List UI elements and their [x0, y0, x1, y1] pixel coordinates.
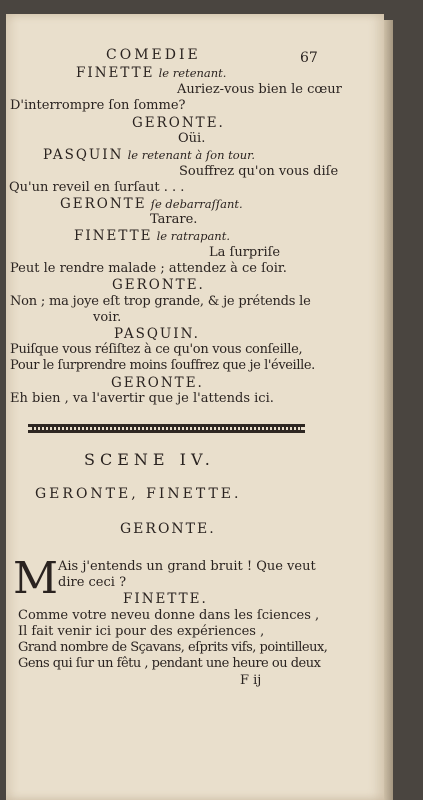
speaker-name: GERONTE. — [112, 277, 205, 293]
speaker-name: GERONTE. — [120, 521, 216, 537]
speaker-name: FINETTE — [74, 228, 153, 244]
speaker-name: PASQUIN — [43, 147, 124, 163]
speaker-name: GERONTE. — [111, 375, 204, 391]
stage-direction: le retenant à ſon tour. — [127, 148, 255, 162]
ornamental-rule — [28, 423, 305, 434]
verse-line: Pour le ſurprendre moins ſouffrez que je l'éveille. — [10, 358, 315, 373]
speaker-name: FINETTE — [76, 65, 155, 81]
verse-line: Oüi. — [178, 131, 206, 146]
speaker-name: GERONTE — [60, 196, 147, 212]
signature-mark: F ij — [240, 673, 262, 688]
verse-line: Ais j'entends un grand bruit ! Que veut — [58, 559, 316, 574]
speaker-line — [74, 229, 230, 244]
scene-characters: GERONTE, FINETTE. — [35, 486, 242, 502]
verse-line: D'interrompre ſon ſomme? — [10, 98, 186, 113]
verse-line: Souffrez qu'on vous diſe — [179, 164, 339, 179]
verse-line: La ſurpriſe — [209, 245, 281, 260]
verse-line: Non ; ma joye eſt trop grande, & je prétends le — [10, 294, 311, 309]
verse-line: Eh bien , va l'avertir que je l'attends ici. — [10, 391, 274, 406]
verse-line: Il fait venir ici pour des expériences , — [18, 624, 265, 639]
drop-cap: M — [13, 553, 59, 604]
speaker-line — [43, 148, 255, 163]
verse-line: Auriez-vous bien le cœur — [177, 82, 342, 97]
verse-line: dire ceci ? — [58, 575, 127, 590]
speaker-name: GERONTE. — [132, 115, 225, 131]
verse-line: Grand nombre de Sçavans, eſprits vifs, pointilleux, — [18, 640, 328, 655]
verse-line: voir. — [93, 310, 122, 325]
speaker-name: FINETTE. — [123, 591, 208, 607]
speaker-name: PASQUIN. — [114, 326, 200, 342]
verse-line: Tarare. — [150, 212, 198, 227]
stage-direction: le ratrapant. — [156, 229, 230, 243]
page-number: 67 — [300, 50, 318, 66]
verse-line: Comme votre neveu donne dans les ſciences , — [18, 608, 320, 623]
speaker-line — [76, 66, 226, 81]
stage-direction: le retenant. — [158, 66, 227, 80]
speaker-line — [60, 197, 243, 212]
stage-direction: ſe debarraſſant. — [150, 197, 243, 211]
running-head: COMEDIE — [106, 47, 201, 63]
verse-line: Peut le rendre malade ; attendez à ce ſoir. — [10, 261, 287, 276]
verse-line: Qu'un reveil en ſurſaut . . . — [9, 180, 185, 195]
page-edge — [384, 20, 393, 800]
verse-line: Puiſque vous réſiſtez à ce qu'on vous conſeille, — [10, 342, 303, 357]
verse-line: Gens qui ſur un fêtu , pendant une heure ou deux — [18, 656, 321, 671]
scene-title: SCENE IV. — [84, 450, 215, 469]
